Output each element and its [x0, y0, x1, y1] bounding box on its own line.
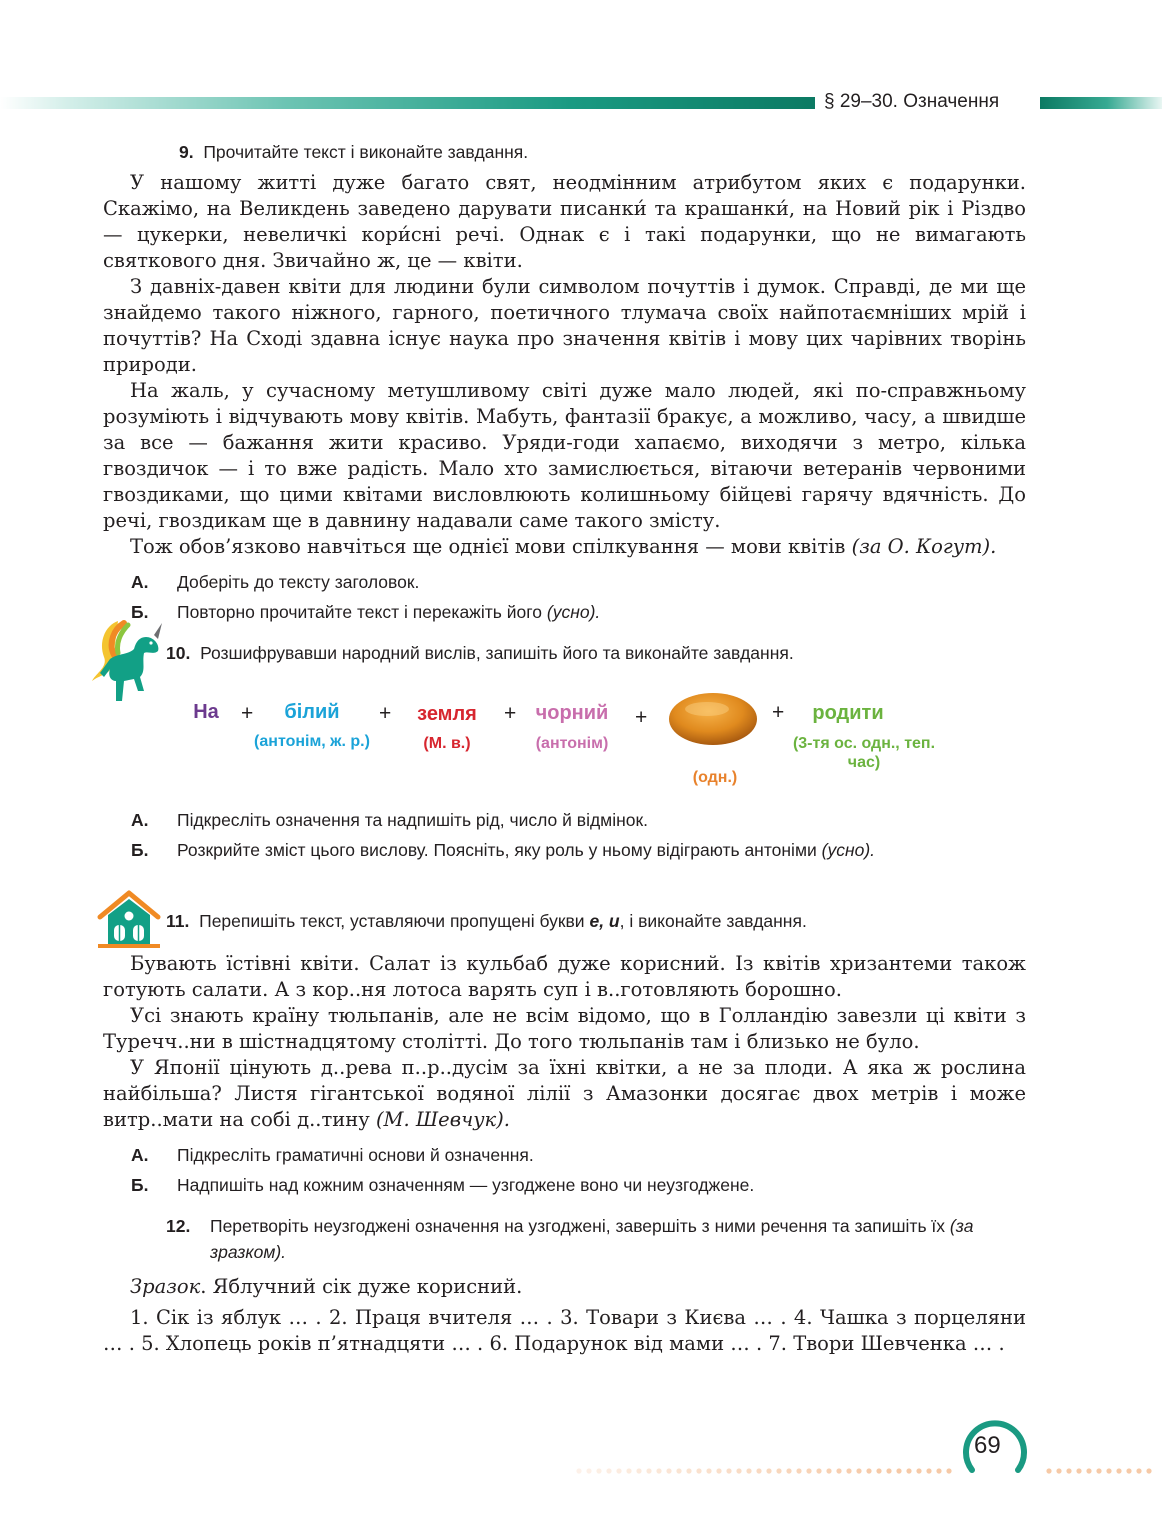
footer-dot [586, 1468, 591, 1473]
task-instruction: Прочитайте текст і виконайте завдання. [203, 142, 529, 162]
text-paragraph [103, 951, 1026, 1003]
subtask-b [131, 1172, 1011, 1198]
footer-dot [1046, 1468, 1051, 1473]
paragraph-text: Тож обов’язково навчіться ще однієї мови спілкування — мови квітів [130, 535, 846, 558]
task-10-heading [166, 640, 1016, 666]
puzzle-hint-5: (одн.) [692, 769, 738, 786]
footer-dot [666, 1468, 671, 1473]
footer-dot [1086, 1468, 1091, 1473]
footer-dot [1116, 1468, 1121, 1473]
subtask-letter: Б. [131, 602, 149, 622]
sample-text: . Яблучний сік дуже корисний. [200, 1275, 523, 1298]
footer-dot [796, 1468, 801, 1473]
section-title: § 29–30. Означення [824, 91, 1000, 112]
sample-label: Зразок [130, 1275, 201, 1298]
paragraph-text: У Японії цінують д..рева п..р..дусім за їхні квітки, а не за плоди. А яка ж рослина найбільша? Листя гігантської водяної лілії з Амазонки досягає двох метрів і може витр..мати на собі д..тину [103, 1056, 1026, 1131]
footer-dot [866, 1468, 871, 1473]
subtask-text: Розкрийте зміст цього вислову. Поясніть, яку роль у ньому відіграють антоніми (усно). [177, 840, 876, 860]
puzzle-word-6: родити [812, 702, 884, 724]
footer-dot [676, 1468, 681, 1473]
footer-dot [876, 1468, 881, 1473]
task-number: 12. [166, 1216, 191, 1236]
footer-dot [826, 1468, 831, 1473]
page-dots [575, 1462, 1155, 1470]
subtask-letter: А. [131, 810, 149, 830]
source-citation: (М. Шевчук). [375, 1108, 510, 1131]
footer-dot [726, 1468, 731, 1473]
task-number: 9. [179, 142, 194, 162]
footer-dot [846, 1468, 851, 1473]
subtask-a [131, 807, 1011, 833]
subtask-text: Доберіть до тексту заголовок. [177, 572, 420, 592]
house-icon [96, 889, 162, 949]
bread-icon [667, 689, 759, 747]
footer-dot [576, 1468, 581, 1473]
footer-dot [756, 1468, 761, 1473]
footer-dot [916, 1468, 921, 1473]
plus-sign: + [241, 702, 254, 725]
footer-dot [1146, 1468, 1151, 1473]
footer-dot [886, 1468, 891, 1473]
sample-line [103, 1274, 1026, 1300]
footer-dot [696, 1468, 701, 1473]
task-instruction: Перетворіть неузгоджені означення на узгоджені, завершіть з ними речення та запишіть їх (за зразком). [210, 1216, 974, 1262]
footer-dot [606, 1468, 611, 1473]
footer-dot [1136, 1468, 1141, 1473]
puzzle-word-1: На [193, 701, 219, 723]
paragraph-text: На жаль, у сучасному метушливому світі дуже мало людей, які по-справжньому розуміють і відчувають мову квітів. Мабуть, фантазії бракує, а можливо, часу, а швидше за все — бажання жити красиво. Уряди-годи хапаємо, виходячи з метро, кілька гвоздичок — і то вже радість. Мало хто замислюється, вітаючи ветеранів червоними гвоздиками, що цими квітами висловлюють колишньому бійцеві гарячу вдячність. До речі, гвоздикам ще в давнину надавали саме такого змісту. [103, 379, 1026, 532]
task-9-heading [179, 139, 1019, 165]
subtask-letter: А. [131, 572, 149, 592]
footer-dot [786, 1468, 791, 1473]
exercise-items [103, 1305, 1026, 1357]
subtask-note: (усно). [546, 602, 601, 622]
footer-dot [906, 1468, 911, 1473]
task-instruction: Перепишіть текст, уставляючи пропущені букви [199, 911, 585, 931]
puzzle-hint-4: (антонім) [535, 735, 609, 752]
subtask-a [131, 1142, 1011, 1168]
puzzle-word-4: чорний [535, 702, 609, 724]
header-stripe-right [1040, 97, 1162, 109]
subtask-letter: А. [131, 1145, 149, 1165]
subtask-text: Надпишіть над кожним означенням — узгоджене воно чи неузгоджене. [177, 1175, 755, 1195]
subtask-b [131, 837, 1011, 889]
plus-sign: + [379, 702, 392, 725]
subtask-note: (усно). [821, 840, 876, 860]
puzzle-hint-6: (3-тя ос. одн., теп. час) [792, 735, 936, 771]
header-stripe-left [0, 97, 815, 109]
footer-dot [946, 1468, 951, 1473]
task-12-heading [166, 1213, 996, 1265]
footer-dot [1106, 1468, 1111, 1473]
subtask-letter: Б. [131, 840, 149, 860]
footer-dot [646, 1468, 651, 1473]
items-text: 1. Сік із яблук … . 2. Праця вчителя … . 3. Товари з Києва … . 4. Чашка з порцеляни … . 5. Хлопець років п’ятнадцяти … . 6. Подарунок від мами … . 7. Твори Шевченка … . [103, 1306, 1026, 1355]
puzzle-hint-2: (антонім, ж. р.) [254, 733, 370, 750]
footer-dot [706, 1468, 711, 1473]
text-paragraph [103, 1003, 1026, 1055]
puzzle-hint-3: (М. в.) [423, 735, 471, 752]
subtask-a [131, 569, 1011, 595]
footer-dot [926, 1468, 931, 1473]
puzzle-word-3: земля [417, 703, 477, 725]
subtask-text: Підкресліть означення та надпишіть рід, число й відмінок. [177, 810, 648, 830]
footer-dot [746, 1468, 751, 1473]
footer-dot [596, 1468, 601, 1473]
plus-sign: + [635, 706, 648, 729]
task-instruction: Розшифрувавши народний вислів, запишіть його та виконайте завдання. [200, 643, 794, 663]
missing-letters: е, и [589, 911, 620, 931]
text-paragraph [103, 1055, 1026, 1133]
source-citation: (за О. Когут). [851, 535, 997, 558]
task-11-heading [166, 908, 1016, 934]
paragraph-text: Усі знають країну тюльпанів, але не всім відомо, що в Голландію завезли ці квіти з Туречч..ни в шістнадцятому столітті. До того тюльпанів там і близько не було. [103, 1004, 1026, 1053]
plus-sign: + [504, 702, 517, 725]
task-instruction-end: , і виконайте завдання. [619, 911, 807, 931]
text-paragraph [103, 534, 1026, 560]
footer-dot [896, 1468, 901, 1473]
footer-dot [616, 1468, 621, 1473]
footer-dot [816, 1468, 821, 1473]
paragraph-text: З давніх-давен квіти для людини були символом почуттів і думок. Справді, де ми ще знайдемо такого ніжного, гарного, поетичного тлумача своїх найпотаємніших мрій і почуттів? На Сході здавна існує наука про значення квітів і мову цих чарівних творінь природи. [103, 275, 1026, 376]
puzzle-word-2: білий [284, 701, 340, 723]
text-paragraph [103, 378, 1026, 534]
subtask-text: Повторно прочитайте текст і перекажіть його (усно). [177, 602, 601, 622]
task-note: (за зразком). [210, 1216, 974, 1262]
footer-dot [776, 1468, 781, 1473]
subtask-text: Підкресліть граматичні основи й означення. [177, 1145, 534, 1165]
footer-dot [856, 1468, 861, 1473]
footer-dot [626, 1468, 631, 1473]
task-number: 11. [166, 911, 190, 931]
subtask-letter: Б. [131, 1175, 149, 1195]
footer-dot [1076, 1468, 1081, 1473]
footer-dot [1056, 1468, 1061, 1473]
paragraph-text: Бувають їстівні квіти. Салат із кульбаб дуже корисний. Із квітів хризантеми також готують салати. А з кор..ня лотоса варять суп і в..готовляють борошно. [103, 952, 1026, 1001]
footer-dot [836, 1468, 841, 1473]
footer-dot [656, 1468, 661, 1473]
footer-dot [716, 1468, 721, 1473]
footer-dot [1066, 1468, 1071, 1473]
page-number: 69 [974, 1432, 1001, 1459]
subtask-b [131, 599, 1011, 625]
footer-dot [636, 1468, 641, 1473]
text-paragraph [103, 274, 1026, 378]
plus-sign: + [772, 701, 785, 724]
footer-dot [1126, 1468, 1131, 1473]
task-number: 10. [166, 643, 191, 663]
footer-dot [806, 1468, 811, 1473]
paragraph-text: У нашому житті дуже багато свят, неодмінним атрибутом яких є подарунки. Скажімо, на Великдень заведено дарувати писанки́ та крашанки́, на Новий рік і Різдво — цукерки, невеличкі кори́сні речі. Однак є і такі подарунки, що не вимагають святкового дня. Звичайно ж, це — квіти. [103, 171, 1026, 272]
footer-dot [736, 1468, 741, 1473]
unicorn-icon [88, 615, 168, 707]
footer-dot [1096, 1468, 1101, 1473]
footer-dot [766, 1468, 771, 1473]
footer-dot [686, 1468, 691, 1473]
footer-dot [936, 1468, 941, 1473]
text-paragraph [103, 170, 1026, 274]
